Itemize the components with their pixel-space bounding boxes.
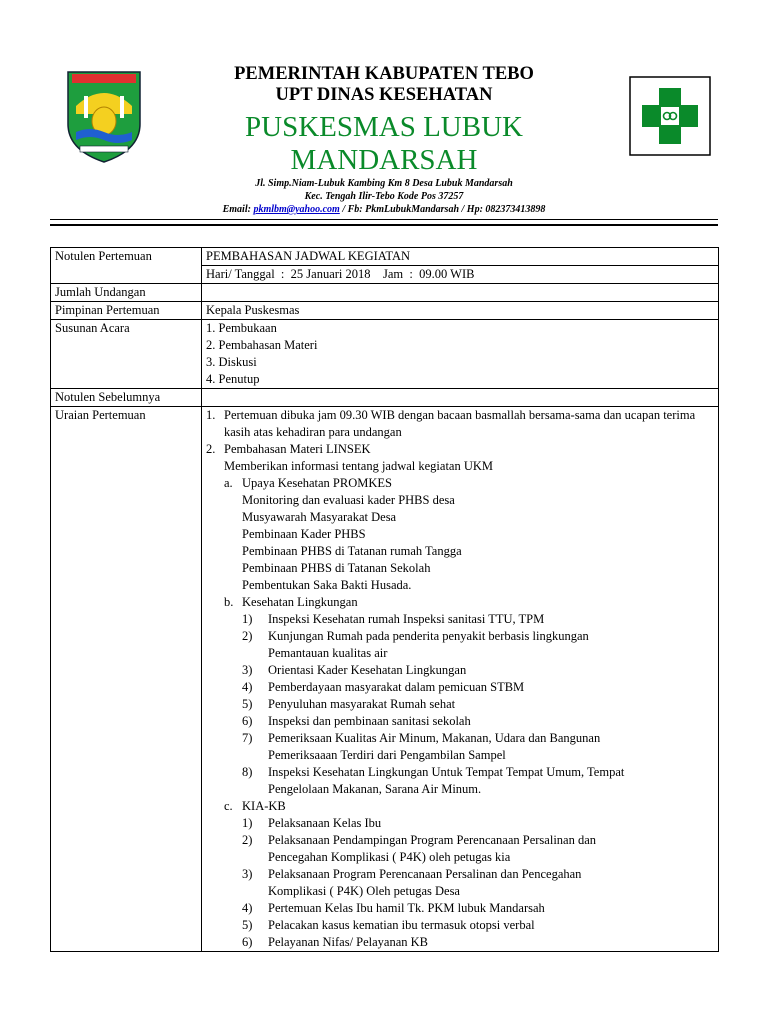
item2-intro: Memberikan informasi tentang jadwal kegiatan UKM <box>224 459 494 473</box>
section-letter: c. <box>224 799 233 813</box>
agenda-item: 2. Pembahasan Materi <box>206 338 318 352</box>
date-label: Hari/ Tanggal <box>206 267 275 281</box>
promkes-activity: Pembinaan PHBS di Tatanan Sekolah <box>242 561 431 575</box>
uraian-label: Uraian Pertemuan <box>51 407 202 952</box>
address-line1: Jl. Simp.Niam-Lubuk Kambing Km 8 Desa Lubuk Mandarsah <box>255 178 513 189</box>
item-number: 2. <box>206 442 216 456</box>
clinic-name-line1: PUSKESMAS LUBUK <box>245 111 523 143</box>
meeting-minutes-table <box>50 247 719 952</box>
item-line: Pelaksanaan Kelas Ibu <box>268 816 382 830</box>
item-number: 8) <box>242 765 253 779</box>
item-line: Inspeksi dan pembinaan sanitasi sekolah <box>268 714 471 728</box>
item-number: 4) <box>242 680 253 694</box>
kia-kb-activity <box>206 815 714 832</box>
kesling-activity <box>206 713 714 730</box>
item-line: Pemberdayaan masyarakat dalam pemicuan STBM <box>268 680 525 694</box>
letterhead <box>0 0 768 240</box>
item-number: 6) <box>242 935 253 949</box>
kia-kb-activity <box>206 832 714 866</box>
item-text <box>268 713 714 730</box>
section-letter: a. <box>224 476 233 490</box>
item-line: Orientasi Kader Kesehatan Lingkungan <box>268 663 467 677</box>
contact-rest: / Fb: PkmLubukMandarsah / Hp: 082373413898 <box>339 204 546 215</box>
promkes-activity: Musyawarah Masyarakat Desa <box>242 510 397 524</box>
notulen-label: Notulen Pertemuan <box>51 248 202 284</box>
jumlah-label: Jumlah Undangan <box>51 284 202 302</box>
time-sep: : <box>409 267 413 281</box>
item-line: Pemeriksaan Kualitas Air Minum, Makanan, Udara dan Bangunan <box>268 731 601 745</box>
item-line: Pertemuan Kelas Ibu hamil Tk. PKM lubuk Mandarsah <box>268 901 545 915</box>
jumlah-value <box>202 284 719 302</box>
kesling-activity <box>206 611 714 628</box>
item-number: 4) <box>242 901 253 915</box>
header-rule-thin <box>50 219 718 220</box>
item-text: Pertemuan dibuka jam 09.30 WIB dengan bacaan basmallah bersama-sama dan ucapan terima kasih atas kehadiran para undangan <box>224 408 696 439</box>
promkes-activity: Pembentukan Saka Bakti Husada. <box>242 578 412 592</box>
kesling-activity <box>206 764 714 798</box>
item-text <box>268 679 714 696</box>
item-number: 5) <box>242 918 253 932</box>
kesling-activity <box>206 730 714 764</box>
section-title: Upaya Kesehatan PROMKES <box>242 476 392 490</box>
promkes-activity: Pembinaan PHBS di Tatanan rumah Tangga <box>242 544 462 558</box>
item-number: 2) <box>242 833 253 847</box>
section-letter: b. <box>224 595 234 609</box>
sebelumnya-label: Notulen Sebelumnya <box>51 389 202 407</box>
item-line: Komplikasi ( P4K) Oleh petugas Desa <box>268 884 460 898</box>
item-text <box>268 628 714 662</box>
email-link[interactable]: pkmlbm@yahoo.com <box>253 204 340 215</box>
promkes-activity: Monitoring dan evaluasi kader PHBS desa <box>242 493 455 507</box>
agenda-item: 1. Pembukaan <box>206 321 277 335</box>
item-text <box>268 866 714 900</box>
kesling-activity-list <box>206 611 714 798</box>
department-name: UPT DINAS KESEHATAN <box>275 85 493 105</box>
row-uraian <box>51 407 719 952</box>
puskesmas-cross-logo <box>629 76 711 156</box>
item-line: Pelayanan Nifas/ Pelayanan KB <box>268 935 429 949</box>
sebelumnya-value <box>202 389 719 407</box>
item-number: 5) <box>242 697 253 711</box>
susunan-label: Susunan Acara <box>51 320 202 389</box>
kesling-activity <box>206 679 714 696</box>
item-line: Penyuluhan masyarakat Rumah sehat <box>268 697 456 711</box>
email-label: Email: <box>222 204 254 215</box>
kesling-activity <box>206 662 714 679</box>
section-a-heading <box>206 475 714 492</box>
kia-kb-activity <box>206 934 714 951</box>
section-title: Kesehatan Lingkungan <box>242 595 358 609</box>
item-title: Pembahasan Materi LINSEK <box>224 442 371 456</box>
pimpinan-label: Pimpinan Pertemuan <box>51 302 202 320</box>
item-text <box>268 764 714 798</box>
row-pimpinan <box>51 302 719 320</box>
uraian-item-1 <box>206 407 714 441</box>
item-number: 3) <box>242 663 253 677</box>
header-rule-thick <box>50 224 718 226</box>
item-line: Pemantauan kualitas air <box>268 646 388 660</box>
item-number: 3) <box>242 867 253 881</box>
item-number: 1. <box>206 408 216 422</box>
item-text <box>268 662 714 679</box>
item-text <box>268 934 714 951</box>
susunan-value <box>202 320 719 389</box>
time-label: Jam <box>383 267 404 281</box>
notulen-value: PEMBAHASAN JADWAL KEGIATAN <box>202 248 719 266</box>
item-line: Pencegahan Komplikasi ( P4K) oleh petugas kia <box>268 850 511 864</box>
promkes-activity: Pembinaan Kader PHBS <box>242 527 366 541</box>
agenda-item: 4. Penutup <box>206 372 260 386</box>
item-text <box>268 917 714 934</box>
date-time-cell <box>202 266 719 284</box>
kia-kb-activity <box>206 900 714 917</box>
item-line: Pelaksanaan Program Perencanaan Persalinan dan Pencegahan <box>268 867 582 881</box>
section-c-heading <box>206 798 714 815</box>
kia-kb-activity <box>206 917 714 934</box>
date-sep: : <box>280 267 285 281</box>
uraian-content <box>202 407 719 952</box>
item-text <box>268 611 714 628</box>
pimpinan-value: Kepala Puskesmas <box>202 302 719 320</box>
item-number: 1) <box>242 612 253 626</box>
item-line: Inspeksi Kesehatan Lingkungan Untuk Tempat Tempat Umum, Tempat <box>268 765 625 779</box>
item-number: 7) <box>242 731 253 745</box>
row-sebelumnya <box>51 389 719 407</box>
row-notulen <box>51 248 719 266</box>
time-value: 09.00 WIB <box>419 267 475 281</box>
kesling-activity <box>206 696 714 713</box>
item-line: Pelaksanaan Pendampingan Program Perencanaan Persalinan dan <box>268 833 597 847</box>
item-number: 2) <box>242 629 253 643</box>
item-number: 1) <box>242 816 253 830</box>
row-susunan <box>51 320 719 389</box>
uraian-item-2 <box>206 441 714 458</box>
row-jumlah <box>51 284 719 302</box>
clinic-name-line2: MANDARSAH <box>290 144 478 176</box>
item-text <box>268 696 714 713</box>
kia-kb-activity-list <box>206 815 714 951</box>
kesling-activity <box>206 628 714 662</box>
item-line: Pemeriksaaan Terdiri dari Pengambilan Sampel <box>268 748 506 762</box>
item-line: Inspeksi Kesehatan rumah Inspeksi sanitasi TTU, TPM <box>268 612 545 626</box>
agenda-item: 3. Diskusi <box>206 355 257 369</box>
address-line2: Kec. Tengah Ilir-Tebo Kode Pos 37257 <box>304 191 464 202</box>
item-line: Kunjungan Rumah pada penderita penyakit berbasis lingkungan <box>268 629 589 643</box>
section-b-heading <box>206 594 714 611</box>
item-line: Pelacakan kasus kematian ibu termasuk otopsi verbal <box>268 918 535 932</box>
item-text <box>268 832 714 866</box>
item-text <box>268 730 714 764</box>
government-name: PEMERINTAH KABUPATEN TEBO <box>234 64 534 84</box>
item-number: 6) <box>242 714 253 728</box>
section-title: KIA-KB <box>242 799 286 813</box>
item-text <box>268 815 714 832</box>
date-value: 25 Januari 2018 <box>290 267 371 281</box>
item-line: Pengelolaan Makanan, Sarana Air Minum. <box>268 782 482 796</box>
kia-kb-activity <box>206 866 714 900</box>
contact-line <box>0 204 768 216</box>
item-text <box>268 900 714 917</box>
